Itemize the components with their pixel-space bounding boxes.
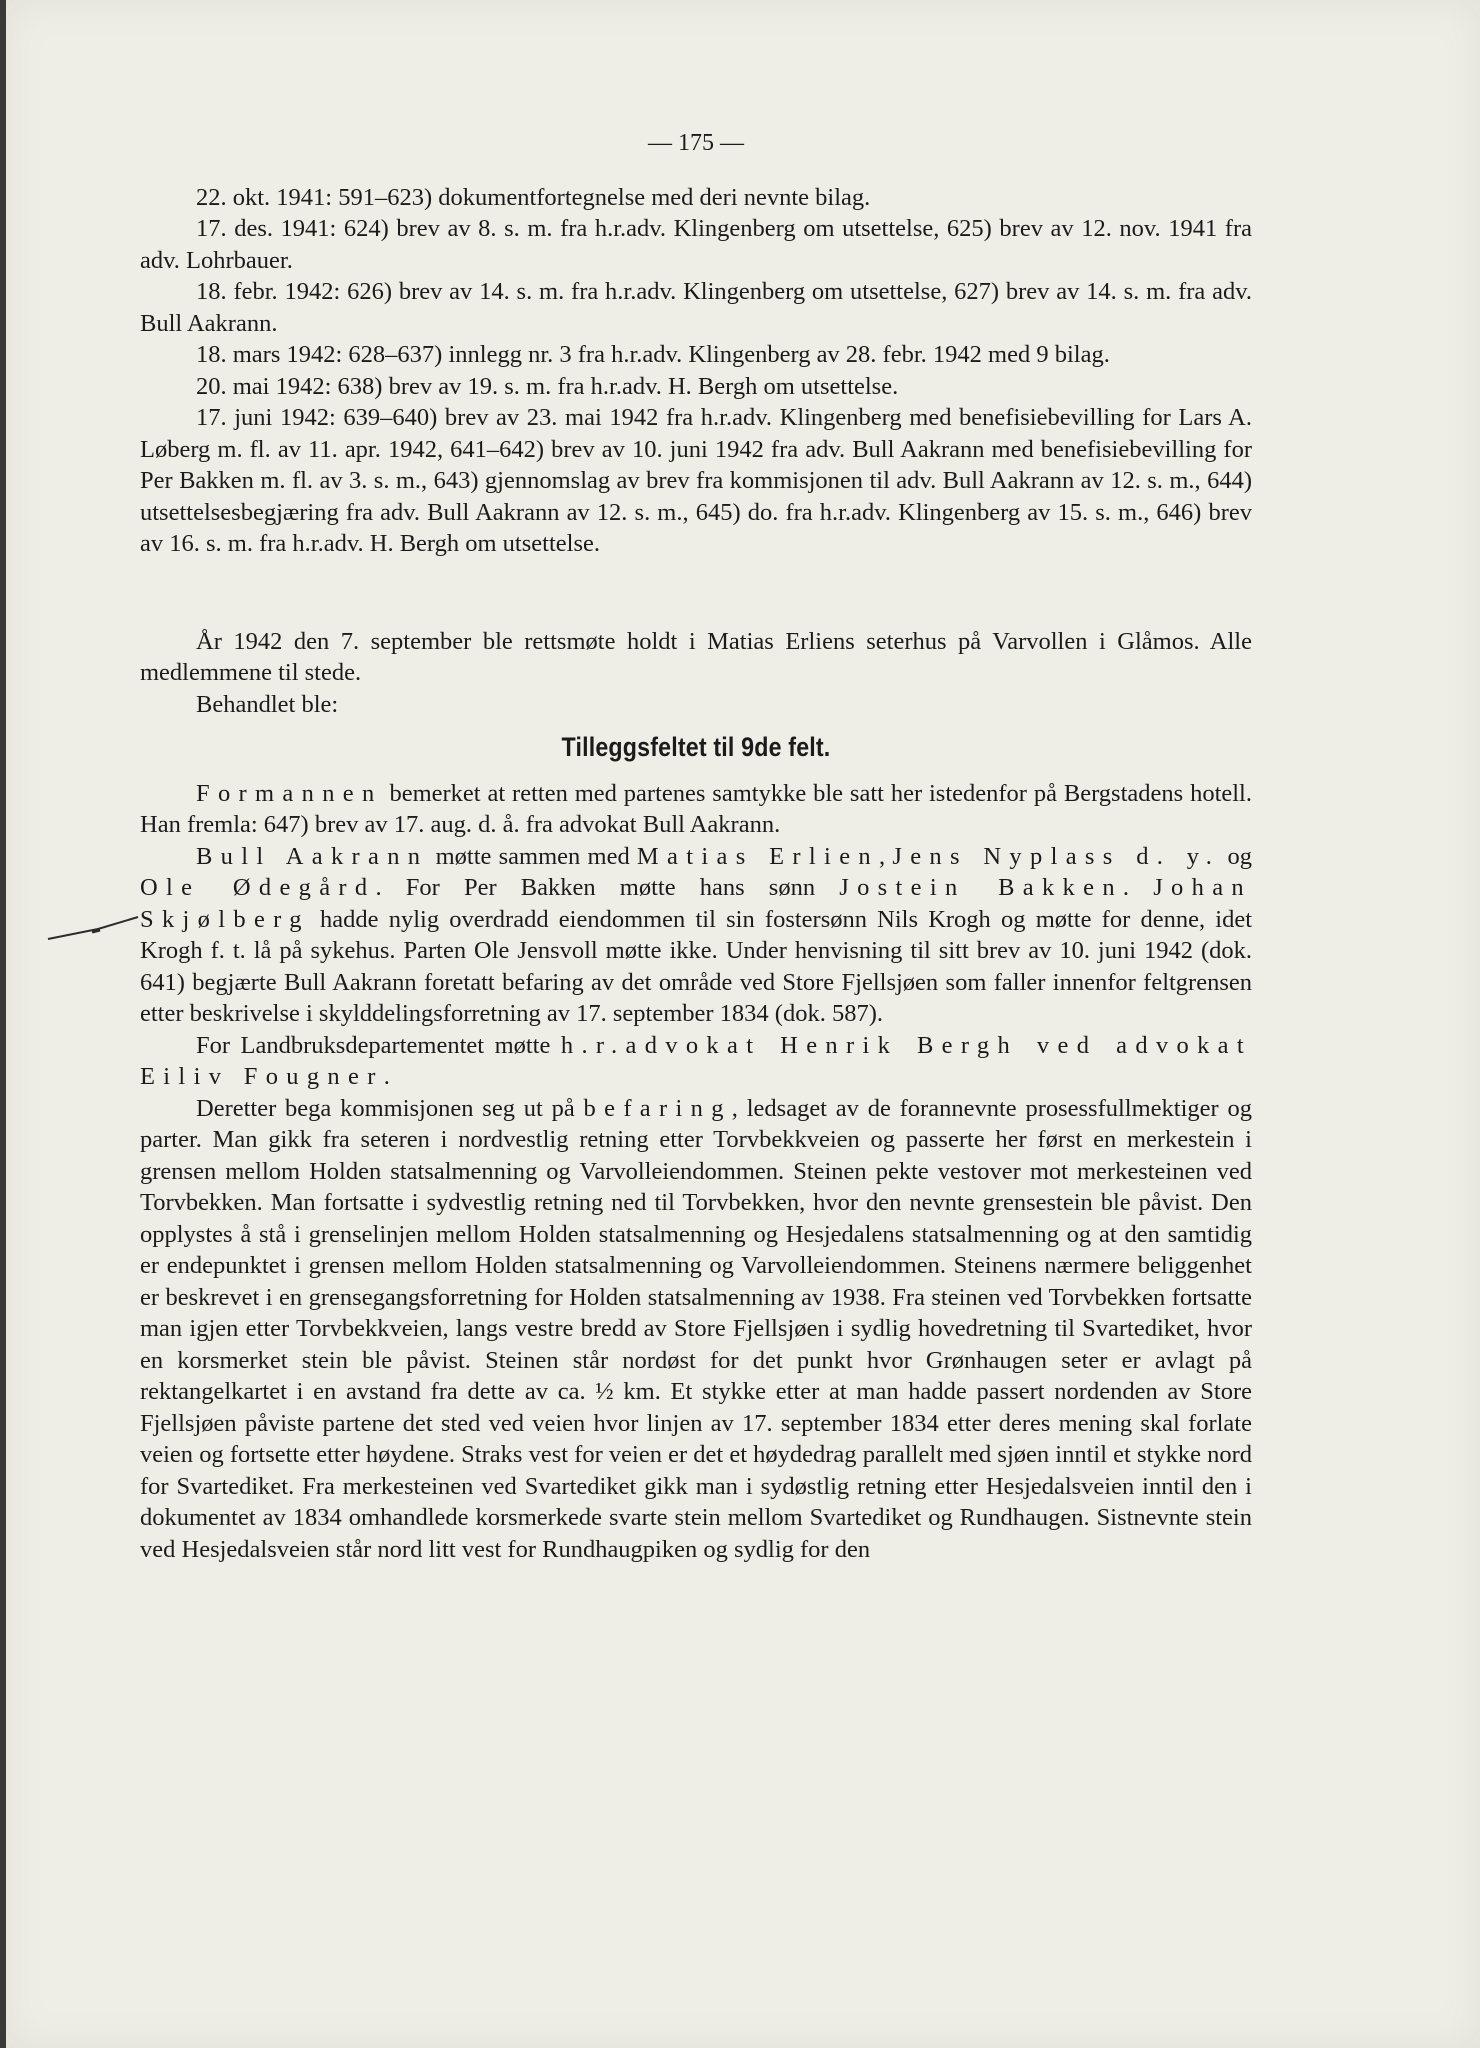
- section-heading: Tilleggsfeltet til 9de felt.: [561, 732, 831, 762]
- list-entry: 22. okt. 1941: 591–623) dokumentfortegnelse med deri nevnte bilag.: [196, 183, 871, 211]
- paragraph-landbruk: For Landbruksdepartementet møtte h.r.advokat Henrik Bergh ved advokat Eiliv Fougner.: [140, 1031, 1252, 1090]
- spaced-name: Bull Aakrann: [196, 842, 429, 870]
- list-entry: 18. febr. 1942: 626) brev av 14. s. m. fra h.r.adv. Klingenberg om utsettelse, 627) brev av 14. s. m. fra adv. Bull Aakrann.: [140, 278, 1252, 337]
- spaced-name: Jostein Bakken: [839, 874, 1123, 901]
- spaced-name: Johan Skjølberg: [140, 874, 1252, 933]
- list-entry: 18. mars 1942: 628–637) innlegg nr. 3 fra h.r.adv. Klingenberg av 28. febr. 1942 med 9 bilag.: [196, 341, 1110, 368]
- meeting-intro: År 1942 den 7. september ble rettsmøte holdt i Matias Erliens seterhus på Varvollen i Glåmos. Alle medlemmene til stede.: [140, 627, 1252, 686]
- paragraph-befaring: Deretter bega kommisjonen seg ut på befaring, ledsaget av de forannevnte prosessfullmektiger og parter. Man gikk fra seteren i nordvestlig retning etter Torvbekkveien og passerte her først en merkestein i grensen mellom Holden statsalmenning og Varvolleiendommen. Steinen pekte vestover mot merkesteinen ved Torvbekken. Man fortsatte i sydvestlig retning ned til Torvbekken, hvor den nevnte grensestein ble påvist. Den opplystes å stå i grenselinjen mellom Holden statsalmenning og Hesjedalens statsalmenning og at den samtidig er endepunktet i grensen mellom Holden statsalmenning og Varvolleiendommen. Steinens nærmere beliggenhet er beskrevet i en grensegangsforretning for Holden statsalmenning av 1938. Fra steinen ved Torvbekken fortsatte man igjen etter Torvbekkveien, langs vestre bredd av Store Fjellsjøen i sydlig hovedretning til Svartediket, hvor en korsmerket stein ble påvist. Steinen står nordøst for det punkt hvor Grønhaugen seter er avlagt på rektangelkartet i en avstand fra dette av ca. ½ km. Et stykke etter at man hadde passert nordenden av Store Fjellsjøen påviste partene det sted ved veien hvor linjen av 17. september 1834 etter deres mening skal forlate veien og fortsette etter høydene. Straks vest for veien er det et høydedrag parallelt med sjøen inntil et stykke nord for Svartediket. Fra merkesteinen ved Svartediket gikk man i sydøstlig retning etter Hesjedalsveien inntil den i dokumentet av 1834 omhandlede korsmerkede svarte stein mellom Svartediket og Rundhaugen. Sistnevnte stein ved Hesjedalsveien står nord litt vest for Rundhaugpiken og sydlig for den: [140, 1094, 1252, 1563]
- page-content: [140, 128, 1252, 1565]
- document-page: [6, 0, 1480, 2048]
- spaced-name: Ole Ødegård: [140, 874, 376, 901]
- list-entry: 17. juni 1942: 639–640) brev av 23. mai 1942 fra h.r.adv. Klingenberg med benefisiebevilling for Lars A. Løberg m. fl. av 11. apr. 1942, 641–642) brev av 10. juni 1942 fra adv. Bull Aakrann med benefisiebevilling for Per Bakken m. fl. av 3. s. m., 643) gjennomslag av brev fra kommisjonen til adv. Bull Aakrann av 12. s. m., 644) utsettelsesbegjæring fra adv. Bull Aakrann av 12. s. m., 645) do. fra h.r.adv. Klingenberg av 15. s. m., 646) brev av 16. s. m. fra h.r.adv. H. Bergh om utsettelse.: [140, 404, 1252, 557]
- document-list: [140, 182, 1252, 560]
- list-entry: 17. des. 1941: 624) brev av 8. s. m. fra h.r.adv. Klingenberg om utsettelse, 625) brev av 12. nov. 1941 fra adv. Lohrbauer.: [140, 215, 1252, 274]
- spaced-name: advokat Eiliv Fougner: [140, 1031, 1252, 1090]
- behandlet-label: Behandlet ble:: [196, 690, 339, 718]
- paragraph-attendance: Bull Aakrann møtte sammen med Matias Erlien, Jens Nyplass d. y. og Ole Ødegård. For Per Bakken møtte hans sønn Jostein Bakken. Johan Skjølberg hadde nylig overdradd eiendommen til sin fostersønn Nils Krogh og møtte for denne, idet Krogh f. t. lå på sykehus. Parten Ole Jensvoll møtte ikke. Under henvisning til sitt brev av 10. juni 1942 (dok. 641) begjærte Bull Aakrann foretatt befaring av det område ved Store Fjellsjøen som faller innenfor feltgrensen etter beskrivelse i skylddelingsforretning av 17. september 1834 (dok. 587).: [140, 842, 1252, 1027]
- spaced-name: Jens Nyplass d. y.: [892, 842, 1221, 870]
- spaced-word: befaring: [583, 1094, 732, 1122]
- page-number: — 175 —: [648, 130, 744, 156]
- paragraph-formannen: Formannen bemerket at retten med partenes samtykke ble satt her istedenfor på Bergstadens hotell. Han fremla: 647) brev av 17. aug. d. å. fra advokat Bull Aakrann.: [140, 779, 1252, 838]
- list-entry: 20. mai 1942: 638) brev av 19. s. m. fra h.r.adv. H. Bergh om utsettelse.: [196, 372, 899, 400]
- margin-pencil-mark: [46, 905, 146, 945]
- spaced-name: Matias Erlien: [636, 842, 879, 870]
- spaced-name: Formannen: [196, 779, 383, 807]
- spaced-name: h.r.advokat Henrik Bergh: [560, 1031, 1019, 1059]
